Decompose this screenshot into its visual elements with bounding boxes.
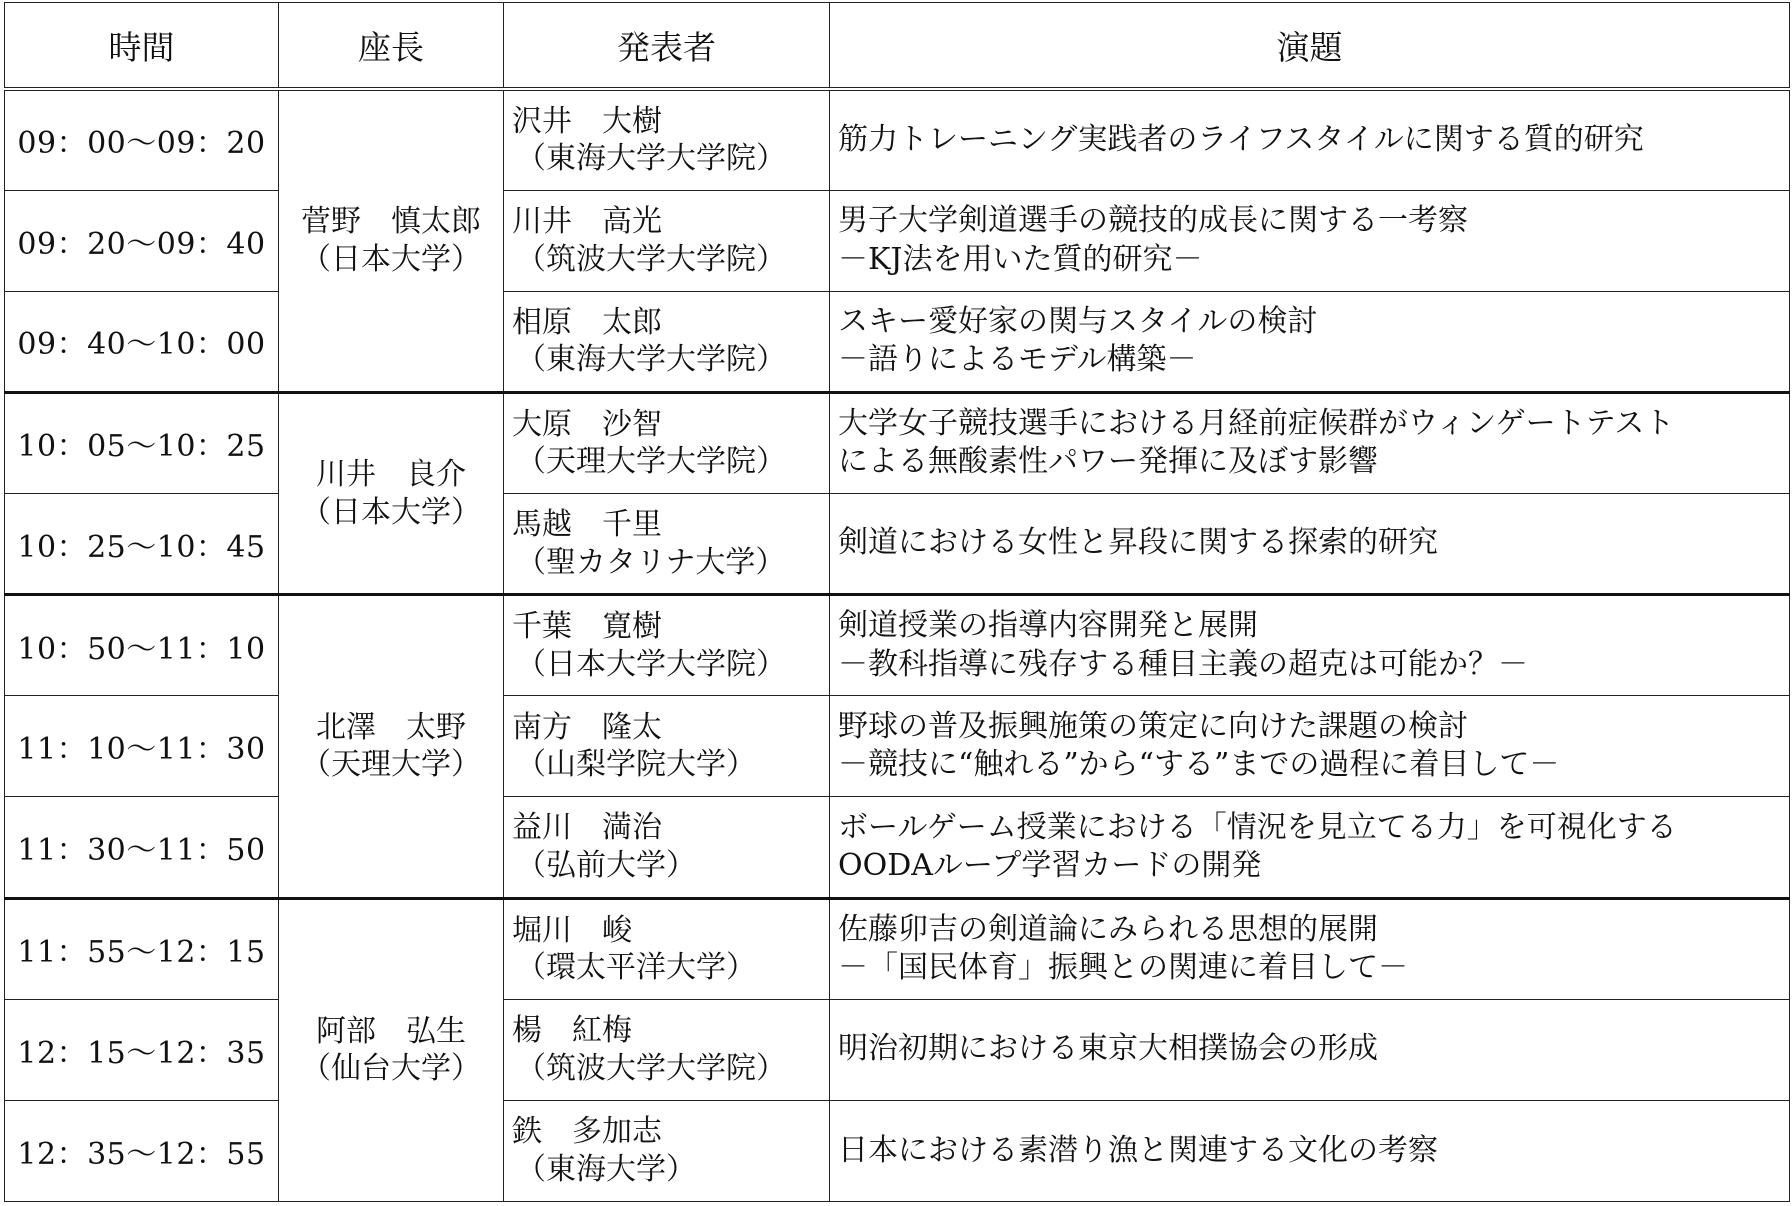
presenter-name: 南方 隆太	[512, 709, 662, 745]
presentation-title: 野球の普及振興施策の策定に向けた課題の検討	[838, 708, 1468, 744]
presenter-cell	[504, 1100, 830, 1201]
chair-affiliation: （日本大学）	[301, 494, 481, 530]
presentation-subtitle: OODAループ学習カードの開発	[838, 847, 1262, 883]
header-presenter: 発表者	[504, 3, 830, 90]
presenter-cell	[504, 696, 830, 797]
time-cell: 10：50〜11：10	[5, 595, 279, 696]
presentation-subtitle: による無酸素性パワー発揮に及ぼす影響	[838, 444, 1378, 480]
title-cell	[830, 291, 1790, 392]
table-row	[5, 89, 1790, 190]
title-cell	[830, 190, 1790, 291]
presentation-title: ボールゲーム授業における「情況を見立てる力」を可視化する	[838, 809, 1677, 845]
chair-affiliation: （仙台大学）	[301, 1051, 481, 1087]
presenter-name: 鉄 多加志	[512, 1114, 662, 1150]
presenter-cell	[504, 797, 830, 898]
presenter-affiliation: （東海大学）	[516, 1151, 696, 1187]
presenter-affiliation: （環太平洋大学）	[516, 950, 756, 986]
time-cell: 10：25〜10：45	[5, 494, 279, 595]
presenter-affiliation: （天理大学大学院）	[516, 444, 786, 480]
presenter-cell	[504, 392, 830, 493]
schedule-table	[4, 2, 1790, 1202]
title-cell	[830, 89, 1790, 190]
chair-cell	[279, 392, 504, 594]
presenter-name: 楊 紅梅	[512, 1013, 632, 1049]
presentation-subtitle: －KJ法を用いた質的研究－	[838, 241, 1203, 277]
presentation-title: 日本における素潜り漁と関連する文化の考察	[838, 1132, 1438, 1168]
time-cell: 09：20〜09：40	[5, 190, 279, 291]
presentation-subtitle: －競技に“触れる”から“する”までの過程に着目して－	[838, 747, 1560, 783]
presenter-affiliation: （東海大学大学院）	[516, 342, 786, 378]
presenter-name: 堀川 峻	[512, 912, 632, 948]
chair-cell	[279, 595, 504, 898]
chair-cell	[279, 89, 504, 392]
header-title: 演題	[830, 3, 1790, 90]
presentation-subtitle: －語りによるモデル構築－	[838, 342, 1197, 378]
presenter-cell	[504, 898, 830, 999]
table-row	[5, 797, 1790, 898]
table-row	[5, 291, 1790, 392]
presenter-cell	[504, 999, 830, 1100]
time-cell: 09：40〜10：00	[5, 291, 279, 392]
presenter-name: 千葉 寛樹	[512, 609, 662, 645]
table-row	[5, 1100, 1790, 1201]
time-cell: 10：05〜10：25	[5, 392, 279, 493]
table-row	[5, 392, 1790, 493]
title-cell	[830, 797, 1790, 898]
title-cell	[830, 392, 1790, 493]
presenter-cell	[504, 190, 830, 291]
presenter-name: 大原 沙智	[512, 406, 662, 442]
table-row	[5, 595, 1790, 696]
presenter-name: 馬越 千里	[512, 507, 662, 543]
presenter-affiliation: （筑波大学大学院）	[516, 241, 786, 277]
presenter-name: 沢井 大樹	[512, 103, 662, 139]
chair-name: 阿部 弘生	[316, 1013, 466, 1049]
presentation-title: 男子大学剣道選手の競技的成長に関する一考察	[838, 203, 1468, 239]
table-row	[5, 494, 1790, 595]
presentation-title: 佐藤卯吉の剣道論にみられる思想的展開	[838, 911, 1378, 947]
table-row	[5, 999, 1790, 1100]
presentation-subtitle: －教科指導に残存する種目主義の超克は可能か？－	[838, 646, 1528, 682]
chair-name: 菅野 慎太郎	[301, 204, 481, 240]
presenter-affiliation: （日本大学大学院）	[516, 646, 786, 682]
chair-name: 北澤 太野	[316, 709, 466, 745]
title-cell	[830, 1100, 1790, 1201]
presenter-cell	[504, 595, 830, 696]
title-cell	[830, 595, 1790, 696]
time-cell: 12：35〜12：55	[5, 1100, 279, 1201]
schedule-body	[5, 89, 1790, 1202]
presenter-affiliation: （聖カタリナ大学）	[516, 544, 786, 580]
presenter-name: 相原 太郎	[512, 304, 662, 340]
table-row	[5, 696, 1790, 797]
presenter-name: 益川 満治	[512, 810, 662, 846]
presentation-title: 筋力トレーニング実践者のライフスタイルに関する質的研究	[838, 122, 1644, 158]
chair-cell	[279, 898, 504, 1202]
presenter-cell	[504, 89, 830, 190]
presentation-title: 剣道授業の指導内容開発と展開	[838, 608, 1258, 644]
header-chair: 座長	[279, 3, 504, 90]
presenter-cell	[504, 494, 830, 595]
title-cell	[830, 898, 1790, 999]
time-cell: 12：15〜12：35	[5, 999, 279, 1100]
presentation-title: 大学女子競技選手における月経前症候群がウィンゲートテスト	[838, 406, 1675, 442]
title-cell	[830, 999, 1790, 1100]
presenter-affiliation: （山梨学院大学）	[516, 747, 756, 783]
header-row	[5, 3, 1790, 90]
chair-affiliation: （天理大学）	[301, 747, 481, 783]
header-time: 時間	[5, 3, 279, 90]
time-cell: 11：30〜11：50	[5, 797, 279, 898]
presentation-title: 剣道における女性と昇段に関する探索的研究	[838, 525, 1438, 561]
title-cell	[830, 696, 1790, 797]
time-cell: 11：55〜12：15	[5, 898, 279, 999]
presenter-cell	[504, 291, 830, 392]
chair-affiliation: （日本大学）	[301, 241, 481, 277]
presentation-title: 明治初期における東京大相撲協会の形成	[838, 1031, 1378, 1067]
presenter-affiliation: （東海大学大学院）	[516, 141, 786, 177]
chair-name: 川井 良介	[316, 457, 466, 492]
time-cell: 11：10〜11：30	[5, 696, 279, 797]
presenter-affiliation: （筑波大学大学院）	[516, 1050, 786, 1086]
presenter-name: 川井 高光	[512, 204, 662, 240]
presenter-affiliation: （弘前大学）	[516, 847, 696, 883]
time-cell: 09：00〜09：20	[5, 89, 279, 190]
table-row	[5, 898, 1790, 999]
table-row	[5, 190, 1790, 291]
presentation-subtitle: －「国民体育」振興との関連に着目して－	[838, 950, 1408, 986]
title-cell	[830, 494, 1790, 595]
presentation-title: スキー愛好家の関与スタイルの検討	[838, 303, 1318, 339]
